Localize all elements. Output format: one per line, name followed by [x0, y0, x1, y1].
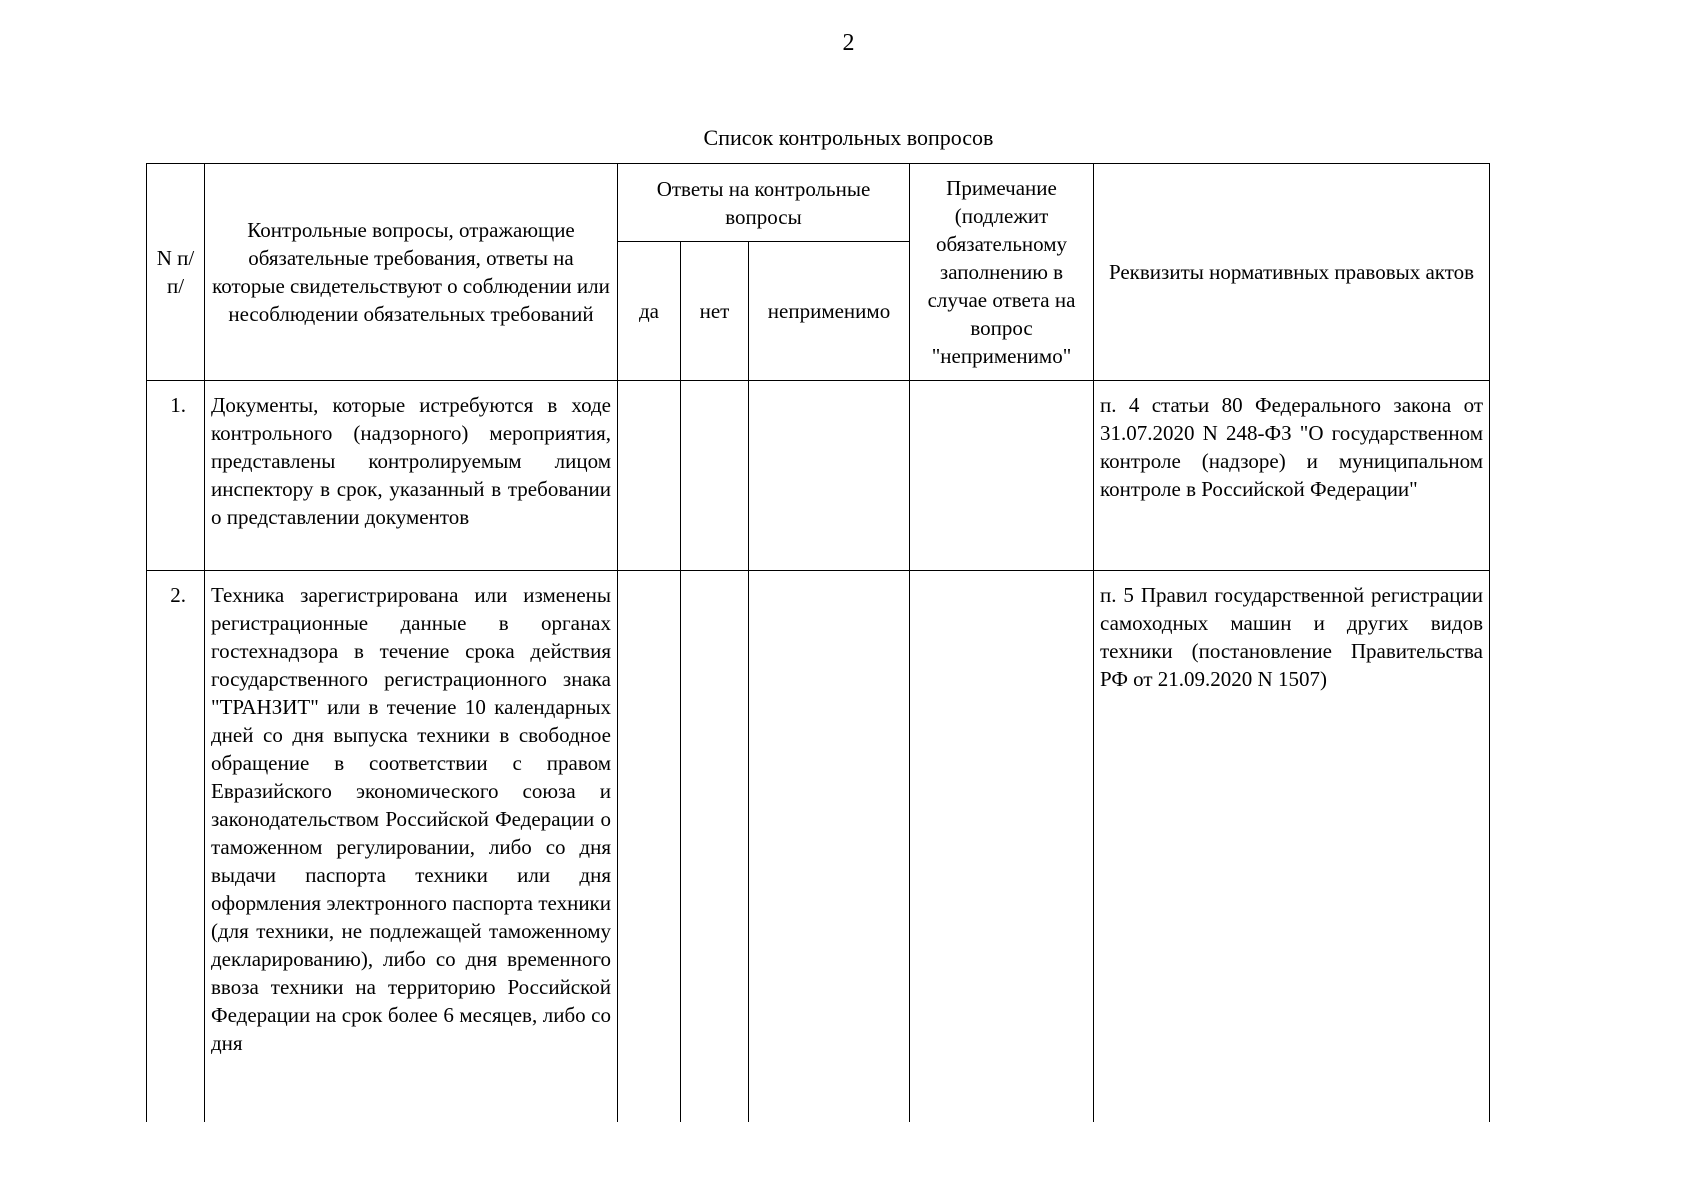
table-title: Список контрольных вопросов [703, 125, 994, 150]
answer-na-cell[interactable] [749, 381, 910, 571]
table-row [147, 381, 1490, 571]
answer-no-cell[interactable] [681, 571, 749, 1122]
note-cell[interactable] [910, 381, 1094, 571]
row-question: Документы, которые истребуются в ходе контрольного (надзорного) мероприятия, представлены контролируемым лицом инспектору в срок, указанный в требовании о представлении документов [205, 381, 618, 571]
answer-yes-cell[interactable] [618, 571, 681, 1122]
header-requisites: Реквизиты нормативных правовых актов [1094, 164, 1490, 381]
note-cell[interactable] [910, 571, 1094, 1122]
row-requisites: п. 5 Правил государственной регистрации самоходных машин и других видов техники (постановление Правительства РФ от 21.09.2020 N 1507) [1094, 571, 1490, 1122]
header-answer-no: нет [681, 242, 749, 381]
header-question: Контрольные вопросы, отражающие обязательные требования, ответы на которые свидетельствуют о соблюдении или несоблюдении обязательных требований [205, 164, 618, 381]
page-number: 2 [842, 30, 855, 56]
row-question: Техника зарегистрирована или изменены регистрационные данные в органах гостехнадзора в течение срока действия государственного регистрационного знака "ТРАНЗИТ" или в течение 10 календарных дней со дня выпуска техники в свободное обращение в соответствии с правом Евразийского экономического союза и законодательством Российской Федерации о таможенном регулировании, либо со дня выдачи паспорта техники или дня оформления электронного паспорта техники (для техники, не подлежащей таможенному декларированию), либо со дня временного ввоза техники на территорию Российской Федерации на срок более 6 месяцев, либо со дня [205, 571, 618, 1122]
table-row [147, 571, 1490, 1122]
answer-no-cell[interactable] [681, 381, 749, 571]
answer-yes-cell[interactable] [618, 381, 681, 571]
row-requisites: п. 4 статьи 80 Федерального закона от 31.07.2020 N 248-ФЗ "О государственном контроле (надзоре) и муниципальном контроле в Российской Федерации" [1094, 381, 1490, 571]
checklist-table [146, 163, 1490, 1122]
header-answers-group: Ответы на контрольные вопросы [618, 164, 910, 242]
row-number: 2. [147, 571, 205, 1122]
row-number: 1. [147, 381, 205, 571]
header-note: Примечание (подлежит обязательному заполнению в случае ответа на вопрос "неприменимо" [910, 164, 1094, 381]
header-answer-yes: да [618, 242, 681, 381]
header-number: N п/п/ [147, 164, 205, 381]
answer-na-cell[interactable] [749, 571, 910, 1122]
header-answer-na: неприменимо [749, 242, 910, 381]
